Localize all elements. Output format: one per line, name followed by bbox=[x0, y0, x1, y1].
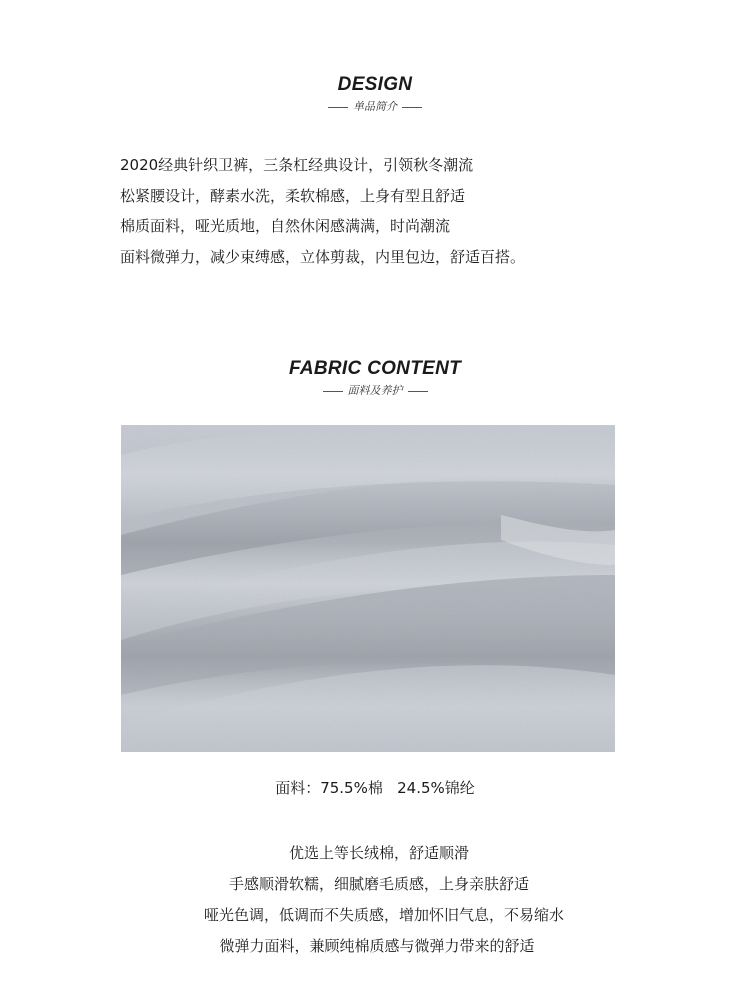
fabric-photo bbox=[121, 425, 615, 752]
fabric-title: FABRIC CONTENT bbox=[288, 358, 462, 379]
design-line: 2020经典针织卫裤，三条杠经典设计，引领秋冬潮流 bbox=[120, 156, 474, 174]
design-header bbox=[0, 74, 750, 114]
fabric-features bbox=[0, 838, 750, 962]
feature-line: 优选上等长绒棉，舒适顺滑 bbox=[288, 844, 469, 862]
divider-left bbox=[323, 391, 343, 392]
fabric-photo-image bbox=[121, 425, 615, 752]
feature-line: 微弹力面料，兼顾纯棉质感与微弹力带来的舒适 bbox=[219, 937, 535, 955]
design-line: 面料微弹力，减少束缚感，立体剪裁，内里包边，舒适百搭。 bbox=[120, 247, 526, 266]
fabric-header bbox=[0, 358, 750, 398]
fabric-subtitle-row bbox=[0, 384, 750, 398]
design-subtitle-row bbox=[0, 100, 750, 114]
design-line: 棉质面料，哑光质地，自然休闲感满满，时尚潮流 bbox=[120, 217, 451, 235]
divider-left bbox=[328, 107, 348, 108]
design-line: 松紧腰设计，酵素水洗，柔软棉感，上身有型且舒适 bbox=[120, 186, 466, 205]
design-description bbox=[120, 150, 640, 272]
design-subtitle: 单品简介 bbox=[353, 100, 397, 113]
divider-right bbox=[402, 107, 422, 108]
feature-line: 手感顺滑软糯，细腻磨毛质感，上身亲肤舒适 bbox=[228, 875, 529, 893]
divider-right bbox=[408, 391, 428, 392]
feature-line: 哑光色调，低调而不失质感，增加怀旧气息，不易缩水 bbox=[203, 906, 564, 924]
design-title: DESIGN bbox=[337, 74, 413, 95]
fabric-composition: 面料：75.5%棉 24.5%锦纶 bbox=[275, 779, 475, 797]
fabric-subtitle: 面料及养护 bbox=[347, 384, 403, 397]
